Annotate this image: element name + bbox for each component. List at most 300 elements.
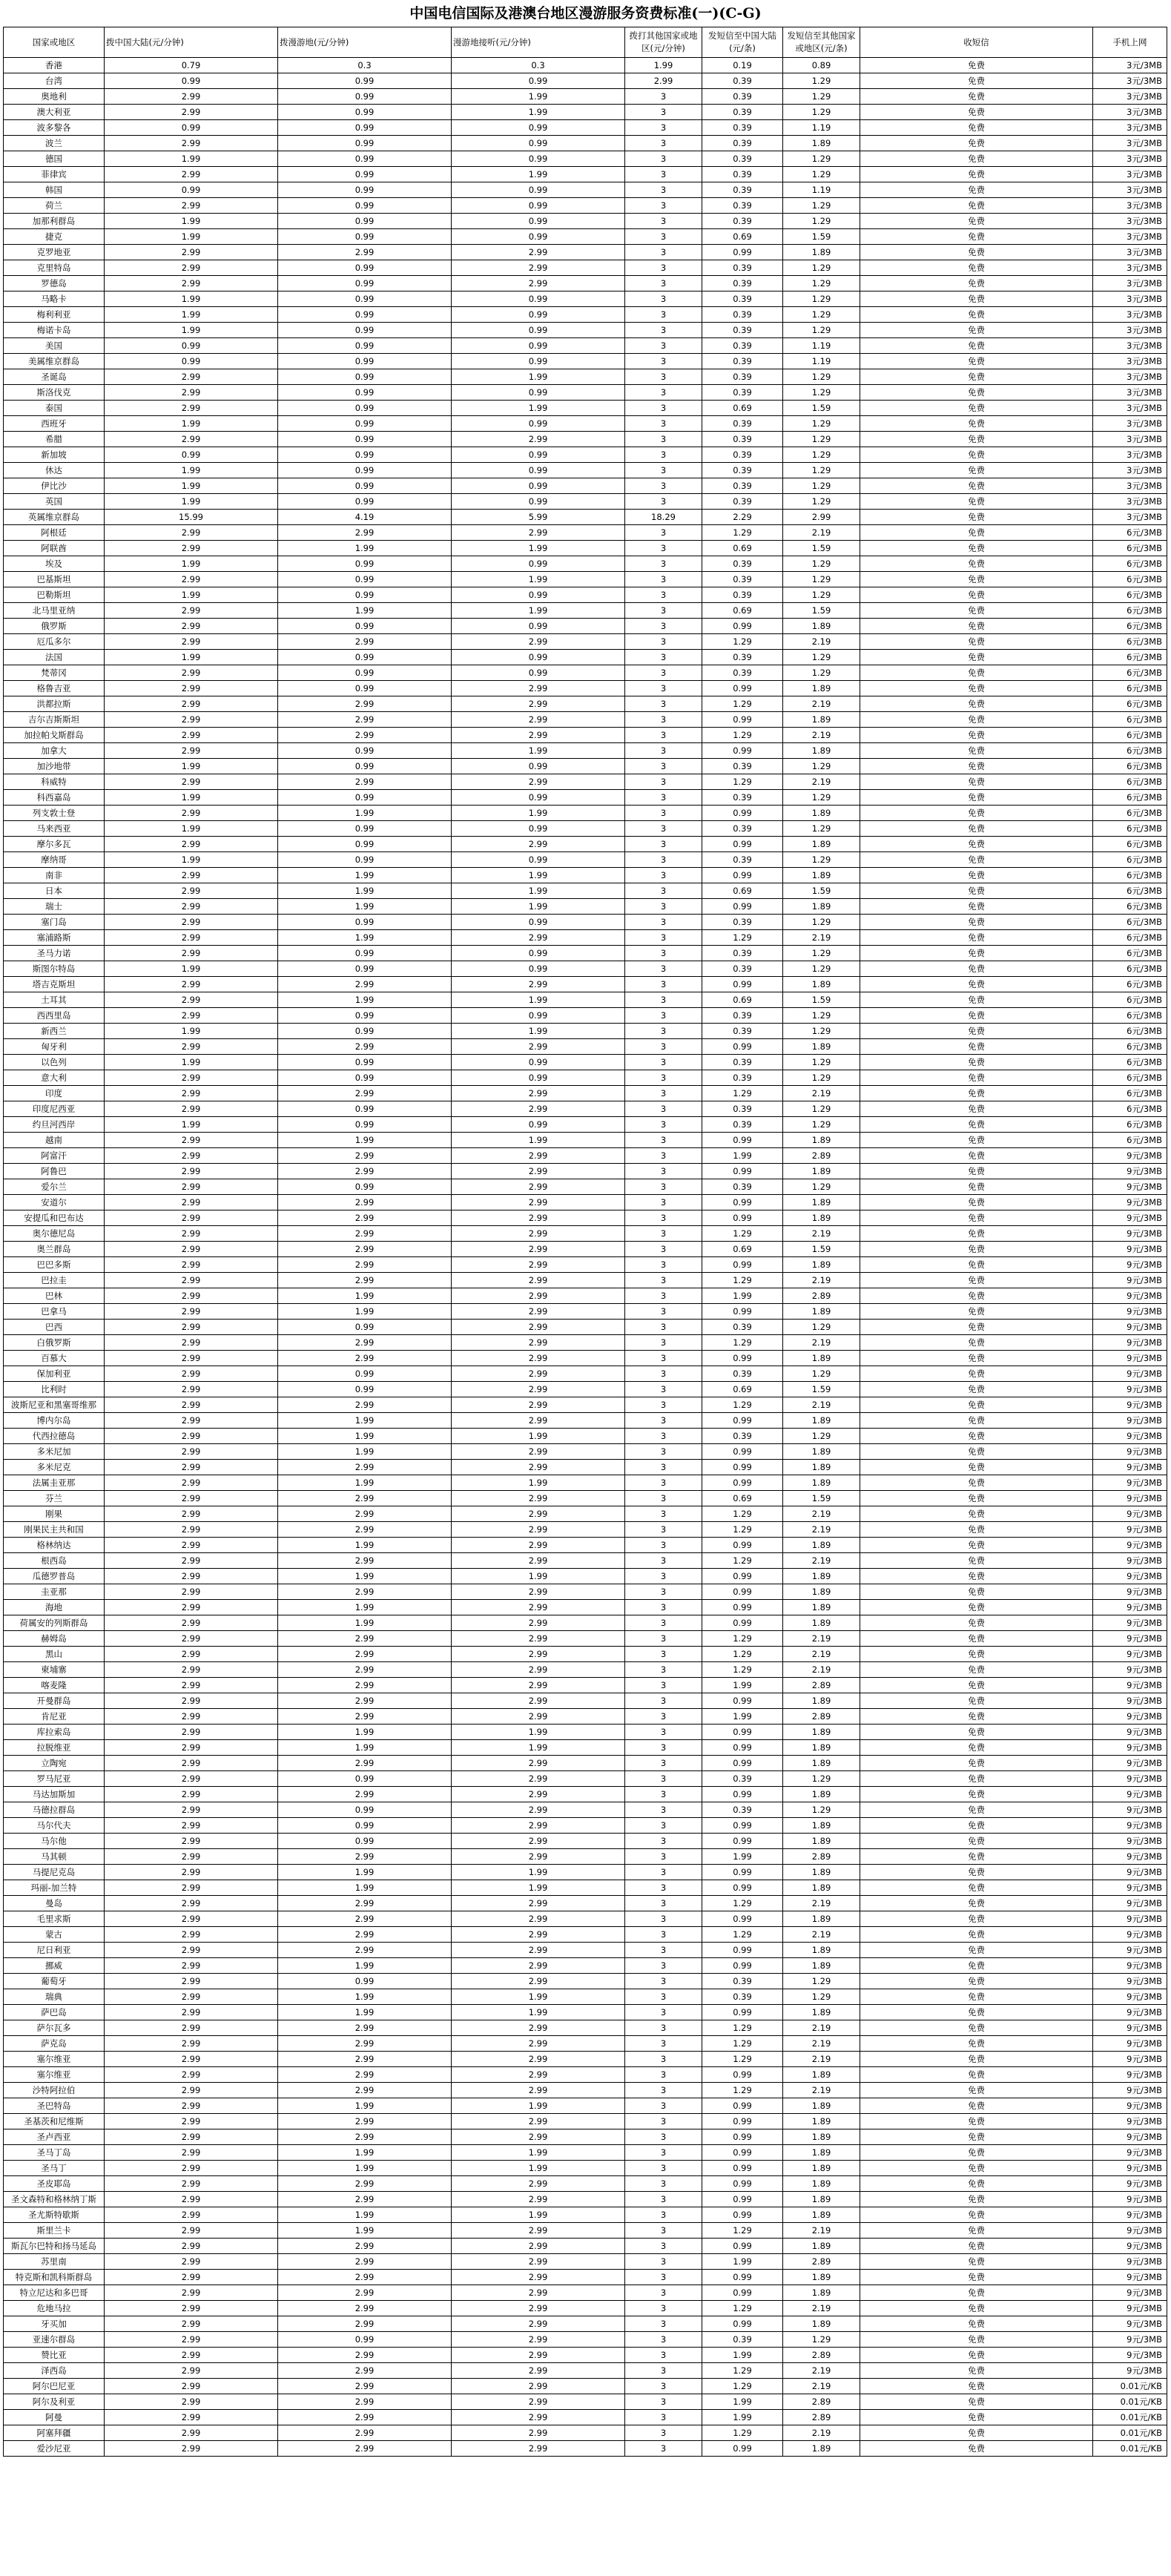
cell-call-local: 2.99 [278,2348,452,2363]
cell-sms-mainland: 0.99 [702,2098,783,2114]
cell-region: 圣卢西亚 [4,2129,105,2145]
cell-mobile-data: 6元/3MB [1093,852,1167,868]
cell-mobile-data: 9元/3MB [1093,1475,1167,1491]
cell-call-other: 3 [625,1740,702,1756]
cell-call-mainland: 2.99 [105,2239,278,2254]
cell-region: 赫姆岛 [4,1631,105,1647]
cell-mobile-data: 9元/3MB [1093,1288,1167,1304]
cell-receive-call: 2.99 [452,1709,625,1725]
header-receive-call: 漫游地接听(元/分钟) [452,27,625,58]
table-row [4,2379,1167,2394]
cell-receive-sms: 免费 [860,1195,1093,1210]
cell-call-mainland: 2.99 [105,2363,278,2379]
cell-sms-mainland: 0.69 [702,992,783,1008]
cell-call-mainland: 2.99 [105,1615,278,1631]
cell-receive-sms: 免费 [860,1709,1093,1725]
cell-receive-call: 1.99 [452,2005,625,2020]
cell-receive-call: 1.99 [452,1133,625,1148]
cell-mobile-data: 9元/3MB [1093,2129,1167,2145]
cell-sms-mainland: 0.99 [702,806,783,821]
cell-call-local: 1.99 [278,806,452,821]
table-row [4,1958,1167,1974]
cell-region: 美国 [4,338,105,354]
cell-mobile-data: 3元/3MB [1093,494,1167,510]
cell-sms-other: 1.89 [783,1039,860,1055]
cell-receive-call: 2.99 [452,432,625,447]
table-row [4,1257,1167,1273]
cell-call-other: 3 [625,167,702,182]
cell-call-mainland: 2.99 [105,89,278,105]
cell-sms-mainland: 0.39 [702,2332,783,2348]
cell-sms-mainland: 0.39 [702,198,783,214]
cell-region: 爱沙尼亚 [4,2441,105,2457]
cell-mobile-data: 9元/3MB [1093,1179,1167,1195]
cell-mobile-data: 9元/3MB [1093,1210,1167,1226]
cell-call-other: 3 [625,961,702,977]
cell-call-local: 0.99 [278,447,452,463]
cell-call-mainland: 2.99 [105,136,278,151]
cell-receive-call: 0.99 [452,214,625,229]
cell-call-other: 3 [625,1709,702,1725]
cell-mobile-data: 6元/3MB [1093,1133,1167,1148]
cell-call-local: 0.99 [278,1055,452,1070]
cell-receive-call: 2.99 [452,696,625,712]
cell-receive-sms: 免费 [860,2020,1093,2036]
cell-sms-other: 2.19 [783,774,860,790]
cell-receive-call: 2.99 [452,1506,625,1522]
cell-sms-mainland: 0.99 [702,712,783,728]
cell-sms-other: 1.89 [783,2098,860,2114]
cell-region: 玛丽-加兰特 [4,1880,105,1896]
cell-region: 圣巴特岛 [4,2098,105,2114]
cell-receive-call: 2.99 [452,712,625,728]
cell-mobile-data: 9元/3MB [1093,1740,1167,1756]
cell-call-mainland: 1.99 [105,821,278,837]
cell-receive-sms: 免费 [860,1273,1093,1288]
cell-call-other: 3 [625,2176,702,2192]
cell-mobile-data: 9元/3MB [1093,2332,1167,2348]
cell-receive-sms: 免费 [860,1756,1093,1771]
cell-call-other: 3 [625,852,702,868]
table-row [4,977,1167,992]
cell-sms-mainland: 0.39 [702,151,783,167]
cell-receive-sms: 免费 [860,634,1093,650]
cell-sms-mainland: 1.29 [702,1522,783,1538]
cell-mobile-data: 6元/3MB [1093,1039,1167,1055]
cell-call-other: 3 [625,2052,702,2067]
cell-call-mainland: 2.99 [105,2332,278,2348]
cell-receive-call: 2.99 [452,1101,625,1117]
cell-sms-other: 1.89 [783,2192,860,2207]
cell-region: 列支敦士登 [4,806,105,821]
table-row [4,1304,1167,1320]
cell-receive-sms: 免费 [860,1008,1093,1024]
cell-sms-other: 1.29 [783,1024,860,1039]
cell-mobile-data: 6元/3MB [1093,541,1167,556]
cell-call-local: 1.99 [278,1569,452,1584]
cell-call-other: 3 [625,2192,702,2207]
cell-call-mainland: 2.99 [105,992,278,1008]
cell-call-mainland: 2.99 [105,1179,278,1195]
cell-call-other: 3 [625,821,702,837]
cell-call-local: 2.99 [278,1148,452,1164]
cell-sms-other: 2.19 [783,2020,860,2036]
cell-receive-sms: 免费 [860,1413,1093,1429]
cell-mobile-data: 6元/3MB [1093,899,1167,915]
cell-mobile-data: 9元/3MB [1093,1148,1167,1164]
table-row [4,1911,1167,1927]
cell-sms-other: 1.29 [783,556,860,572]
cell-sms-mainland: 0.39 [702,665,783,681]
cell-receive-call: 2.99 [452,1958,625,1974]
table-row [4,634,1167,650]
cell-receive-call: 2.99 [452,2176,625,2192]
cell-sms-mainland: 0.69 [702,1491,783,1506]
cell-receive-call: 1.99 [452,806,625,821]
cell-call-local: 0.99 [278,151,452,167]
cell-receive-sms: 免费 [860,1024,1093,1039]
cell-call-local: 0.99 [278,1974,452,1989]
cell-call-other: 3 [625,229,702,245]
cell-sms-mainland: 1.29 [702,2020,783,2036]
cell-sms-mainland: 0.39 [702,852,783,868]
cell-sms-mainland: 0.39 [702,338,783,354]
cell-mobile-data: 6元/3MB [1093,1086,1167,1101]
cell-call-other: 3 [625,2145,702,2161]
table-row [4,1693,1167,1709]
cell-receive-sms: 免费 [860,1880,1093,1896]
cell-receive-call: 1.99 [452,2098,625,2114]
cell-call-mainland: 2.99 [105,1911,278,1927]
table-row [4,1974,1167,1989]
cell-call-mainland: 2.99 [105,1584,278,1600]
cell-call-mainland: 1.99 [105,307,278,323]
cell-region: 马尔他 [4,1834,105,1849]
cell-call-other: 3 [625,1787,702,1802]
cell-call-mainland: 2.99 [105,696,278,712]
cell-call-local: 2.99 [278,2394,452,2410]
page-title: 中国电信国际及港澳台地区漫游服务资费标准(一)(C-G) [409,5,762,22]
cell-sms-mainland: 0.99 [702,1538,783,1553]
cell-receive-call: 1.99 [452,899,625,915]
cell-receive-call: 1.99 [452,1024,625,1039]
cell-receive-sms: 免费 [860,2441,1093,2457]
cell-call-other: 3 [625,291,702,307]
cell-receive-sms: 免费 [860,1849,1093,1865]
table-row [4,323,1167,338]
cell-receive-sms: 免费 [860,1366,1093,1382]
cell-call-mainland: 1.99 [105,151,278,167]
cell-receive-sms: 免费 [860,587,1093,603]
cell-sms-other: 1.89 [783,1413,860,1429]
table-row [4,712,1167,728]
cell-call-local: 2.99 [278,1351,452,1366]
cell-call-other: 3 [625,2379,702,2394]
cell-call-local: 0.99 [278,1382,452,1397]
cell-sms-other: 1.89 [783,1210,860,1226]
cell-call-mainland: 1.99 [105,214,278,229]
cell-sms-other: 2.19 [783,1086,860,1101]
cell-call-other: 3 [625,2098,702,2114]
cell-receive-call: 1.99 [452,992,625,1008]
cell-receive-sms: 免费 [860,2067,1093,2083]
cell-call-mainland: 2.99 [105,837,278,852]
cell-sms-mainland: 0.99 [702,245,783,260]
cell-call-local: 2.99 [278,1678,452,1693]
cell-receive-call: 2.99 [452,1039,625,1055]
cell-call-mainland: 2.99 [105,1460,278,1475]
cell-call-other: 3 [625,1086,702,1101]
cell-receive-sms: 免费 [860,603,1093,619]
cell-sms-other: 1.29 [783,369,860,385]
cell-sms-other: 2.19 [783,1273,860,1288]
cell-call-mainland: 2.99 [105,2207,278,2223]
cell-sms-mainland: 0.39 [702,73,783,89]
cell-sms-other: 1.59 [783,229,860,245]
table-row [4,2036,1167,2052]
cell-mobile-data: 3元/3MB [1093,214,1167,229]
table-row [4,1055,1167,1070]
cell-sms-mainland: 0.39 [702,572,783,587]
cell-mobile-data: 6元/3MB [1093,587,1167,603]
cell-call-mainland: 2.99 [105,1896,278,1911]
table-row [4,1880,1167,1896]
cell-sms-other: 1.29 [783,572,860,587]
cell-receive-call: 2.99 [452,1366,625,1382]
cell-mobile-data: 9元/3MB [1093,1662,1167,1678]
cell-region: 萨尔瓦多 [4,2020,105,2036]
cell-region: 马略卡 [4,291,105,307]
cell-receive-call: 2.99 [452,1195,625,1210]
cell-call-local: 2.99 [278,2239,452,2254]
cell-call-mainland: 2.99 [105,728,278,743]
cell-sms-other: 1.29 [783,852,860,868]
cell-region: 加沙地带 [4,759,105,774]
cell-receive-call: 0.99 [452,307,625,323]
table-row [4,1133,1167,1148]
cell-call-mainland: 0.79 [105,58,278,73]
cell-region: 摩尔多瓦 [4,837,105,852]
cell-sms-other: 1.29 [783,1429,860,1444]
cell-call-other: 3 [625,354,702,369]
cell-sms-mainland: 0.39 [702,369,783,385]
cell-call-other: 3 [625,1491,702,1506]
cell-sms-mainland: 0.99 [702,1133,783,1148]
cell-receive-sms: 免费 [860,1802,1093,1818]
cell-receive-call: 0.99 [452,291,625,307]
cell-sms-other: 1.89 [783,1865,860,1880]
cell-call-local: 2.99 [278,1522,452,1538]
cell-receive-sms: 免费 [860,2379,1093,2394]
cell-call-other: 3 [625,1865,702,1880]
cell-call-mainland: 2.99 [105,1148,278,1164]
cell-mobile-data: 6元/3MB [1093,774,1167,790]
cell-receive-sms: 免费 [860,1491,1093,1506]
cell-receive-call: 2.99 [452,1086,625,1101]
cell-receive-sms: 免费 [860,2363,1093,2379]
cell-sms-mainland: 0.69 [702,1382,783,1397]
cell-receive-call: 2.99 [452,1210,625,1226]
table-row [4,587,1167,603]
cell-receive-call: 2.99 [452,1304,625,1320]
cell-sms-mainland: 1.29 [702,2301,783,2316]
cell-call-mainland: 2.99 [105,1475,278,1491]
cell-sms-mainland: 1.29 [702,728,783,743]
cell-call-other: 1.99 [625,58,702,73]
cell-call-other: 3 [625,385,702,401]
cell-sms-other: 1.89 [783,619,860,634]
cell-sms-mainland: 0.39 [702,416,783,432]
cell-call-mainland: 1.99 [105,587,278,603]
cell-region: 塞浦路斯 [4,930,105,946]
cell-region: 以色列 [4,1055,105,1070]
cell-call-other: 3 [625,2207,702,2223]
cell-call-mainland: 2.99 [105,1958,278,1974]
cell-call-mainland: 2.99 [105,572,278,587]
cell-sms-other: 1.89 [783,1880,860,1896]
cell-sms-other: 1.29 [783,198,860,214]
cell-call-mainland: 1.99 [105,416,278,432]
cell-call-other: 3 [625,1911,702,1927]
cell-call-local: 1.99 [278,1865,452,1880]
cell-sms-other: 1.89 [783,1475,860,1491]
cell-mobile-data: 3元/3MB [1093,338,1167,354]
cell-call-other: 3 [625,1070,702,1086]
cell-receive-sms: 免费 [860,1226,1093,1242]
cell-receive-call: 2.99 [452,1288,625,1304]
cell-receive-call: 2.99 [452,1226,625,1242]
cell-call-other: 3 [625,1600,702,1615]
table-row [4,899,1167,915]
cell-receive-call: 0.99 [452,478,625,494]
cell-call-other: 3 [625,245,702,260]
cell-receive-call: 2.99 [452,1756,625,1771]
table-row [4,2239,1167,2254]
table-row [4,1070,1167,1086]
cell-mobile-data: 9元/3MB [1093,1506,1167,1522]
cell-mobile-data: 9元/3MB [1093,2192,1167,2207]
cell-sms-mainland: 0.99 [702,1444,783,1460]
cell-sms-other: 1.29 [783,478,860,494]
table-row [4,743,1167,759]
cell-sms-other: 1.89 [783,806,860,821]
cell-sms-mainland: 0.39 [702,650,783,665]
cell-call-local: 0.99 [278,385,452,401]
cell-receive-sms: 免费 [860,447,1093,463]
cell-sms-other: 1.29 [783,167,860,182]
cell-sms-mainland: 0.99 [702,1584,783,1600]
cell-sms-other: 1.89 [783,2239,860,2254]
cell-call-other: 3 [625,930,702,946]
cell-sms-other: 1.29 [783,291,860,307]
cell-receive-sms: 免费 [860,1039,1093,1055]
cell-mobile-data: 3元/3MB [1093,276,1167,291]
cell-mobile-data: 6元/3MB [1093,1117,1167,1133]
cell-sms-other: 1.89 [783,1600,860,1615]
cell-mobile-data: 0.01元/KB [1093,2425,1167,2441]
cell-sms-mainland: 0.39 [702,105,783,120]
table-row [4,1210,1167,1226]
cell-mobile-data: 9元/3MB [1093,1164,1167,1179]
cell-call-other: 3 [625,1024,702,1039]
cell-mobile-data: 6元/3MB [1093,1055,1167,1070]
cell-region: 休达 [4,463,105,478]
cell-call-local: 0.99 [278,743,452,759]
cell-call-local: 0.99 [278,214,452,229]
cell-call-local: 1.99 [278,2223,452,2239]
cell-call-local: 0.99 [278,556,452,572]
cell-call-local: 2.99 [278,1242,452,1257]
cell-receive-call: 2.99 [452,1242,625,1257]
cell-receive-sms: 免费 [860,915,1093,930]
cell-call-local: 2.99 [278,1273,452,1288]
cell-receive-call: 1.99 [452,1865,625,1880]
cell-call-local: 2.99 [278,1584,452,1600]
cell-mobile-data: 6元/3MB [1093,712,1167,728]
cell-receive-sms: 免费 [860,728,1093,743]
cell-call-mainland: 2.99 [105,1678,278,1693]
cell-region: 阿根廷 [4,525,105,541]
cell-sms-other: 1.59 [783,992,860,1008]
cell-call-other: 3 [625,619,702,634]
cell-receive-sms: 免费 [860,759,1093,774]
cell-mobile-data: 9元/3MB [1093,1943,1167,1958]
cell-region: 马其顿 [4,1849,105,1865]
cell-receive-sms: 免费 [860,136,1093,151]
cell-receive-sms: 免费 [860,2192,1093,2207]
cell-sms-other: 1.29 [783,759,860,774]
cell-receive-call: 1.99 [452,883,625,899]
cell-sms-mainland: 0.39 [702,478,783,494]
cell-receive-sms: 免费 [860,214,1093,229]
cell-receive-sms: 免费 [860,2285,1093,2301]
cell-call-other: 3 [625,541,702,556]
cell-sms-mainland: 1.29 [702,1631,783,1647]
cell-sms-mainland: 0.99 [702,619,783,634]
cell-sms-mainland: 0.39 [702,167,783,182]
cell-call-other: 3 [625,1818,702,1834]
cell-receive-call: 1.99 [452,1880,625,1896]
cell-mobile-data: 9元/3MB [1093,1491,1167,1506]
table-row [4,478,1167,494]
cell-sms-other: 1.29 [783,946,860,961]
cell-mobile-data: 9元/3MB [1093,1865,1167,1880]
cell-region: 科西嘉岛 [4,790,105,806]
cell-receive-sms: 免费 [860,852,1093,868]
cell-receive-call: 2.99 [452,681,625,696]
table-row [4,1226,1167,1242]
cell-call-mainland: 2.99 [105,2083,278,2098]
cell-sms-mainland: 0.39 [702,89,783,105]
cell-call-local: 0.99 [278,915,452,930]
cell-call-local: 2.99 [278,1210,452,1226]
cell-region: 巴西 [4,1320,105,1335]
table-row [4,1039,1167,1055]
cell-call-other: 3 [625,774,702,790]
cell-call-mainland: 2.99 [105,774,278,790]
table-row [4,1865,1167,1880]
table-row [4,1164,1167,1179]
cell-call-local: 1.99 [278,2207,452,2223]
cell-mobile-data: 9元/3MB [1093,2285,1167,2301]
cell-region: 根西岛 [4,1553,105,1569]
cell-sms-other: 2.19 [783,2083,860,2098]
cell-call-mainland: 15.99 [105,510,278,525]
cell-call-mainland: 2.99 [105,1880,278,1896]
cell-call-other: 3 [625,136,702,151]
cell-region: 新加坡 [4,447,105,463]
table-row [4,852,1167,868]
